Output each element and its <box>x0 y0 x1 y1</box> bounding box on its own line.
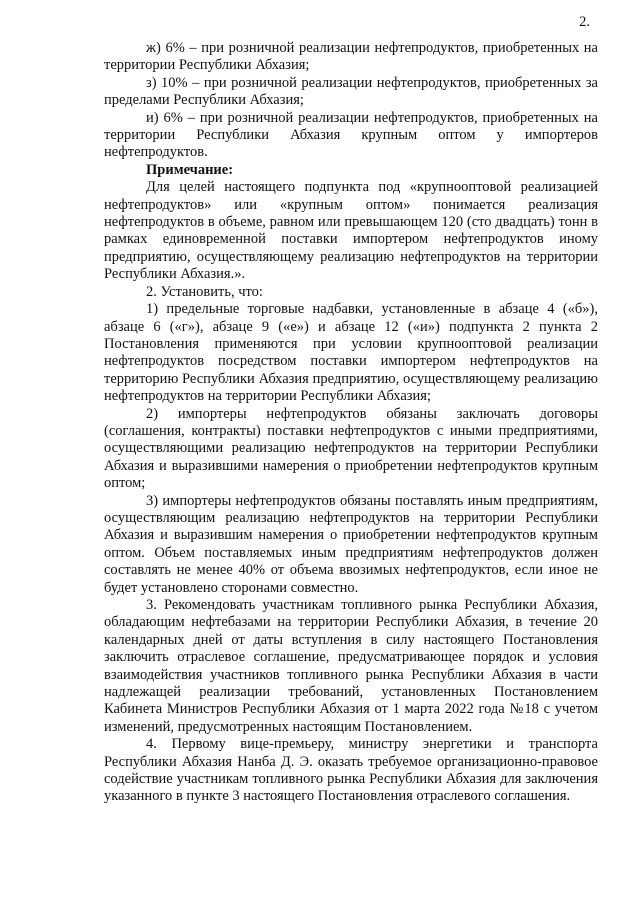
clause-zh: ж) 6% – при розничной реализации нефтепродуктов, приобретенных на территории Республики Абхазия; <box>104 40 598 74</box>
note-text: Для целей настоящего подпункта под «крупнооптовой реализацией нефтепродуктов» или «крупным оптом» понимается реализация нефтепродуктов в объеме, равном или превышающем 120 (сто двадцать) тонн в рамках единовременной поставки импортером нефтепродуктов иному предприятию, осуществляющему реализацию нефтепродуктов на территории Республики Абхазия.». <box>104 179 598 283</box>
section-3: 3. Рекомендовать участникам топливного рынка Республики Абхазия, обладающим нефтебазами на территории Республики Абхазия, в течение 20 календарных дней от даты вступления в силу настоящего Постановления заключить отраслевое соглашение, предусматривающее порядок и условия взаимодействия участников топливного рынка Республики Абхазия в части надлежащей реализации требований, установленных Постановлением Кабинета Министров Республики Абхазия от 1 марта 2022 года №18 с учетом изменений, предусмотренных настоящим Постановлением. <box>104 597 598 735</box>
clause-z: з) 10% – при розничной реализации нефтепродуктов, приобретенных за пределами Республики Абхазия; <box>104 74 598 109</box>
note-heading: Примечание: <box>146 161 234 178</box>
page-number: 2. <box>579 14 590 30</box>
section-2-item-2: 2) импортеры нефтепродуктов обязаны заключать договоры (соглашения, контракты) поставки нефтепродуктов с иными предприятиями, осуществляющими реализацию нефтепродуктов на территории Республики Абхазия и выразившими намерения о приобретении нефтепродуктов крупным оптом; <box>104 405 598 492</box>
section-4: 4. Первому вице-премьеру, министру энергетики и транспорта Республики Абхазия Нанба Д. Э. оказать требуемое организационно-правовое содействие участникам топливного рынка Республики Абхазия для заключения указанного в пункте 3 настоящего Постановления отраслевого соглашения. <box>104 736 598 805</box>
clause-i: и) 6% – при розничной реализации нефтепродуктов, приобретенных на территории Республики Абхазия крупным оптом у импортеров нефтепродуктов. <box>104 109 598 161</box>
section-2-item-3: 3) импортеры нефтепродуктов обязаны поставлять иным предприятиям, осуществляющим реализацию нефтепродуктов на территории Республики Абхазия и выразившим намерения о приобретении нефтепродуктов крупным оптом. Объем поставляемых иным предприятиям нефтепродуктов должен составлять не менее 40% от объема ввозимых нефтепродуктов, если иное не будет установлено сторонами совместно. <box>104 492 598 596</box>
section-2-item-1: 1) предельные торговые надбавки, установленные в абзаце 4 («б»), абзаце 6 («г»), абзаце 9 («е») и абзаце 12 («и») подпункта 2 пункта 2 Постановления применяются при условии крупнооптовой реализации нефтепродуктов посредством поставки импортером нефтепродуктов на территорию Республики Абхазия предприятию, осуществляющему реализацию нефтепродуктов на территории Республики Абхазия; <box>104 301 598 405</box>
section-2-heading: 2. Установить, что: <box>146 283 263 300</box>
